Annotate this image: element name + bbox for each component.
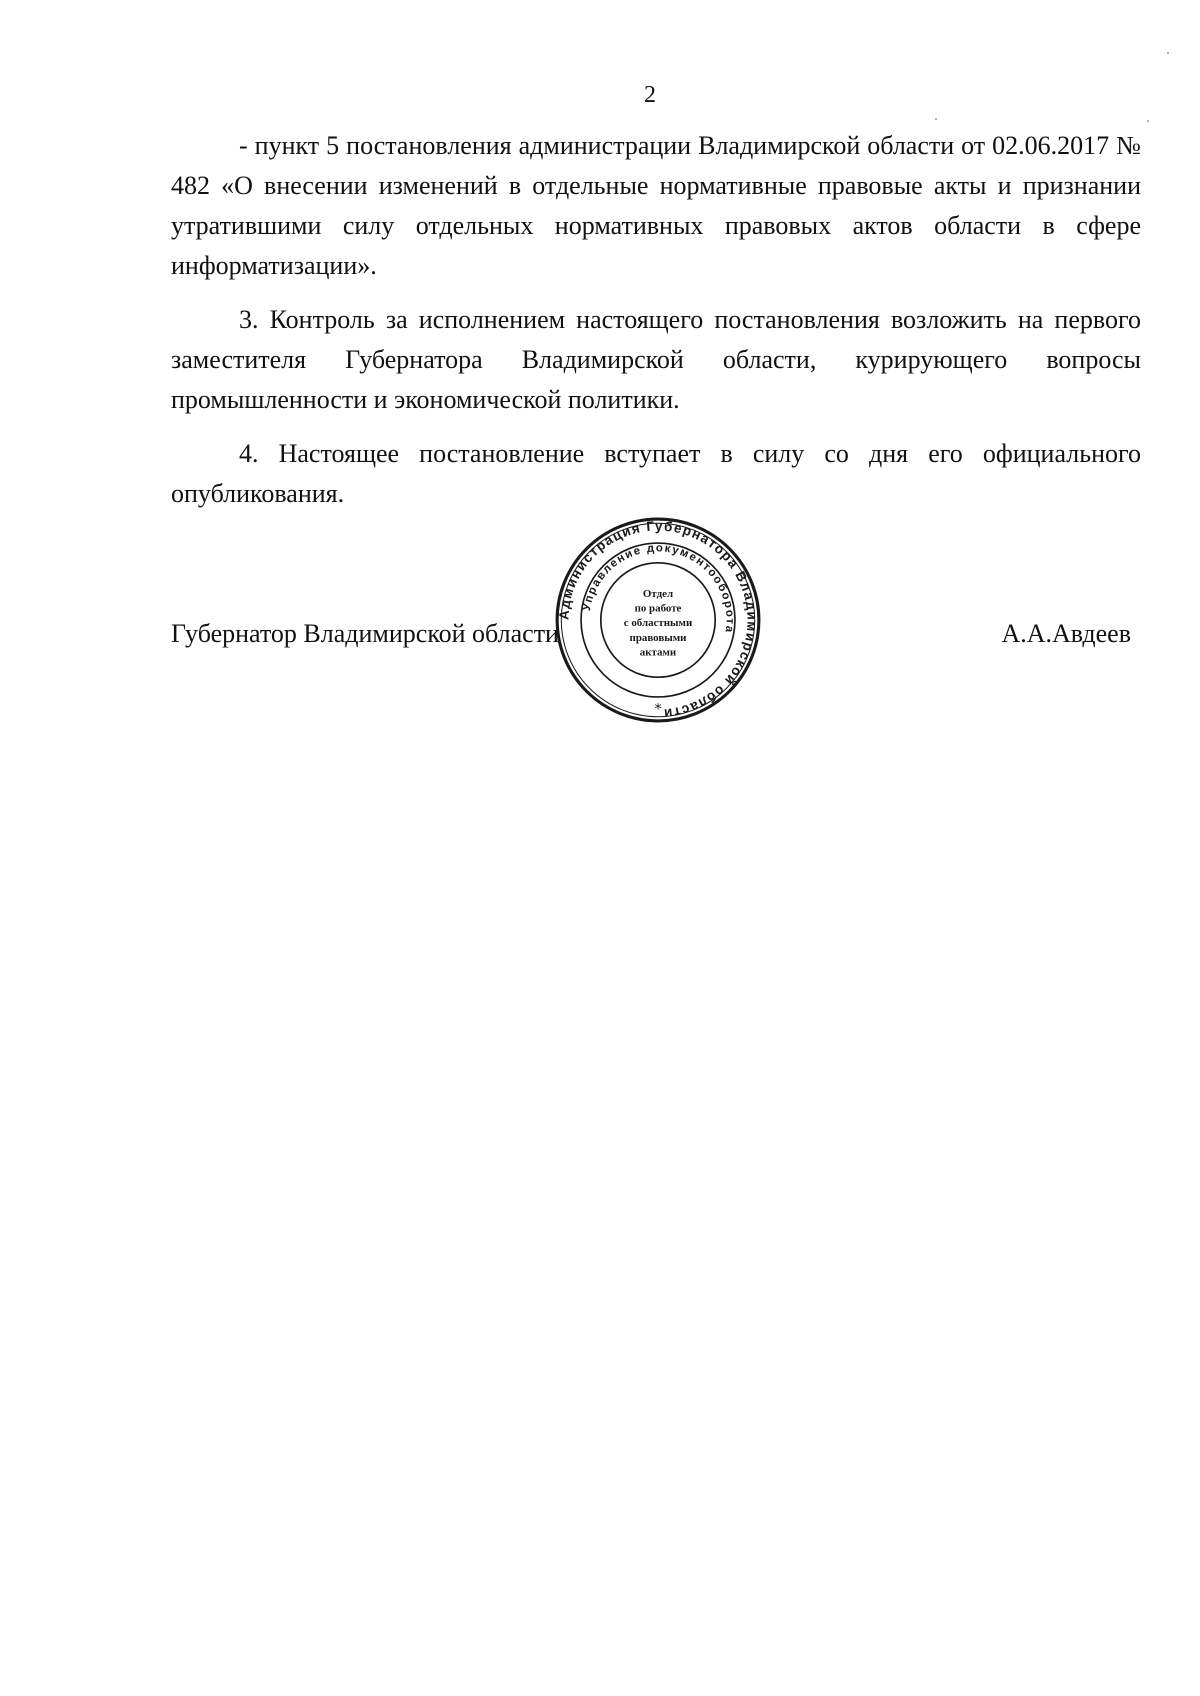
scan-speck [935, 118, 937, 120]
stamp-center-line-5: актами [639, 646, 677, 659]
official-stamp [554, 516, 762, 724]
scan-speck [1147, 120, 1149, 122]
stamp-center-line-1: Отдел [642, 588, 674, 601]
scan-speck [1167, 52, 1169, 54]
stamp-center-line-4: правовыми [629, 631, 687, 644]
paragraph-repealed-item: - пункт 5 постановления администрации Владимирской области от 02.06.2017 № 482 «О внесении изменений в отдельные нормативные правовые акты и признании утратившими силу отдельных нормативных правовых актов области в сфере информатизации». [171, 131, 1141, 280]
signatory-position: Губернатор Владимирской области [171, 619, 559, 648]
paragraph-control: 3. Контроль за исполнением настоящего постановления возложить на первого заместителя Губернатора Владимирской области, курирующего вопросы промышленности и экономической политики. [171, 305, 1141, 414]
signatory-name: А.А.Авдеев [1001, 619, 1131, 648]
page-number: 2 [644, 82, 656, 108]
stamp-center-line-3: с областными [623, 617, 693, 630]
document-body [171, 126, 1141, 528]
stamp-inner-text: Управление документооборота [580, 542, 736, 635]
stamp-outer-text: Администрация Губернатора Владимирской области [556, 518, 760, 722]
paragraph-effective-date: 4. Настоящее постановление вступает в силу со дня его официального опубликования. [171, 439, 1141, 508]
stamp-center-line-2: по работе [634, 602, 682, 615]
stamp-star-icon: * [654, 700, 662, 718]
